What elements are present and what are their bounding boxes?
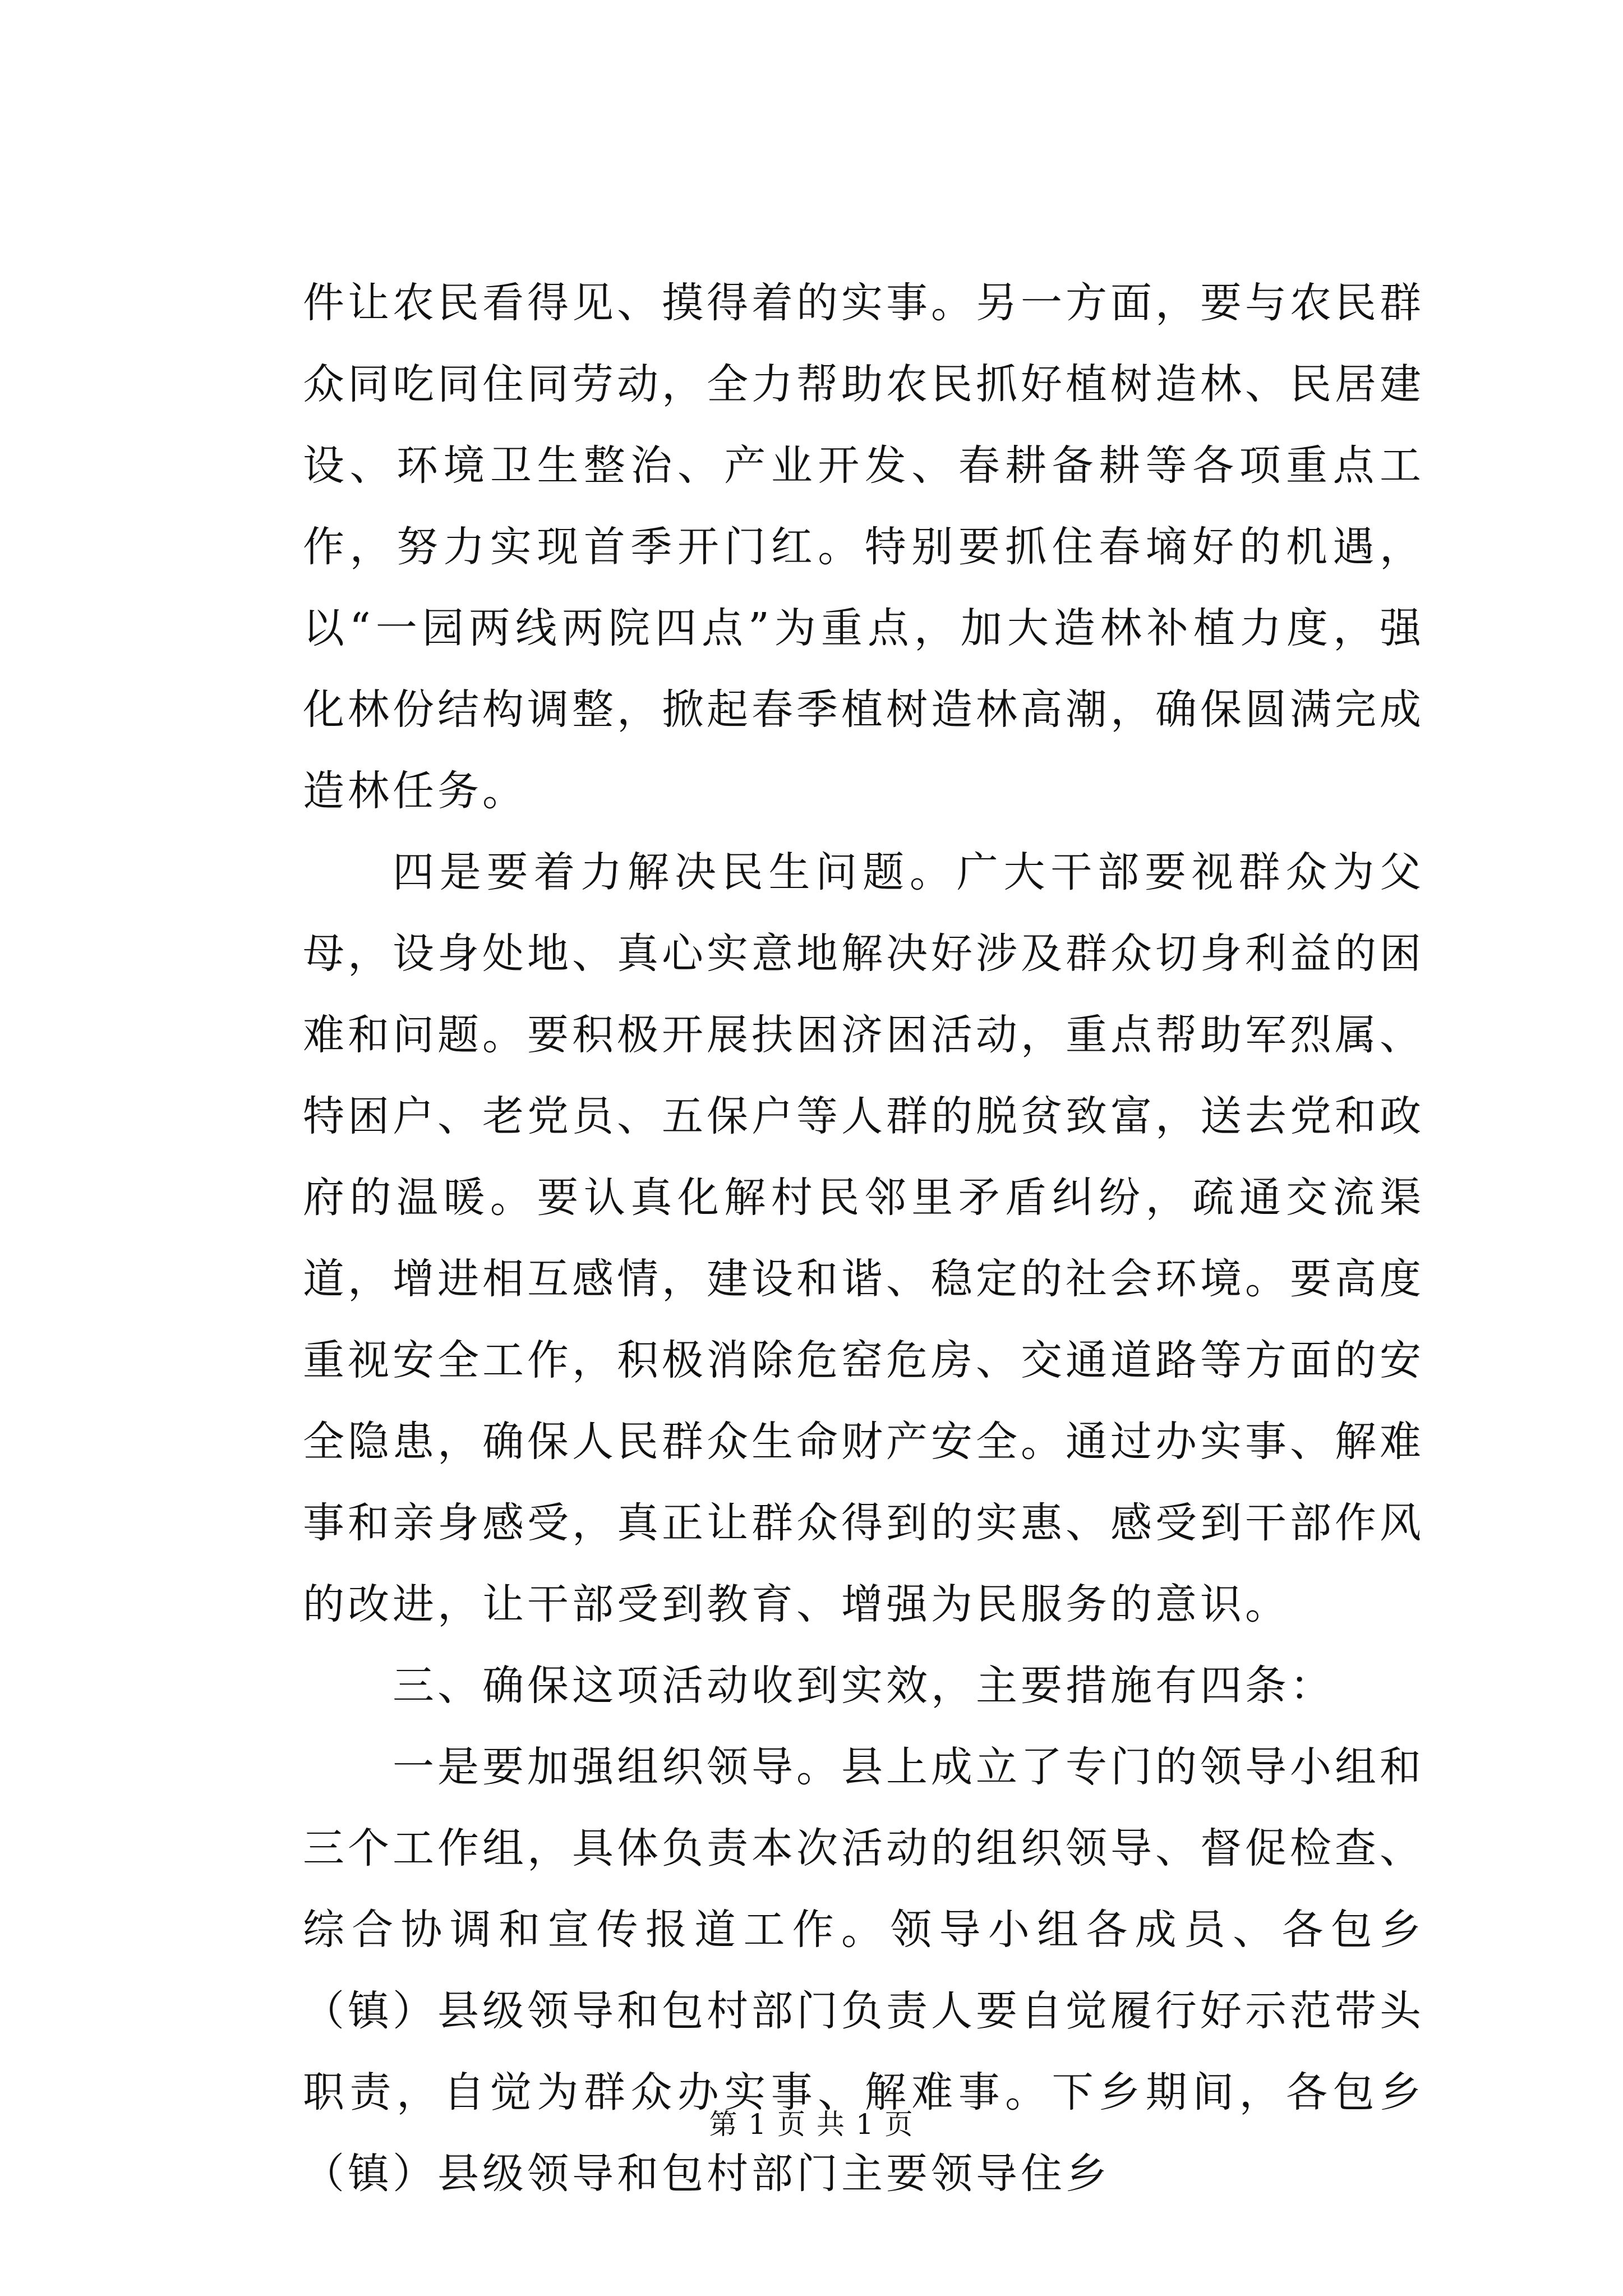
paragraph-4: 一是要加强组织领导。县上成立了专门的领导小组和三个工作组，具体负责本次活动的组织领导、督促检查、综合协调和宣传报道工作。领导小组各成员、各包乡（镇）县级领导和包村部门负责人要自觉履行好示范带头职责，自觉为群众办实事、解难事。下乡期间，各包乡（镇）县级领导和包村部门主要领导住乡 xyxy=(303,1743,1424,2198)
paragraph-3: 三、确保这项活动收到实效，主要措施有四条： xyxy=(393,1662,1335,1710)
document-body xyxy=(303,263,1424,2215)
paragraph-2: 四是要着力解决民生问题。广大干部要视群众为父母，设身处地、真心实意地解决好涉及群众切身利益的困难和问题。要积极开展扶困济困活动，重点帮助军烈属、特困户、老党员、五保户等人群的脱贫致富，送去党和政府的温暖。要认真化解村民邻里矛盾纠纷，疏通交流渠道，增进相互感情，建设和谐、稳定的社会环境。要高度重视安全工作，积极消除危窑危房、交通道路等方面的安全隐患，确保人民群众生命财产安全。通过办实事、解难事和亲身感受，真正让群众得到的实惠、感受到干部作风的改进，让干部受到教育、增强为民服务的意识。 xyxy=(303,848,1424,1628)
page-footer: 第 1 页 共 1 页 xyxy=(709,2108,914,2141)
paragraph-1: 件让农民看得见、摸得着的实事。另一方面，要与农民群众同吃同住同劳动，全力帮助农民抓好植树造林、民居建设、环境卫生整治、产业开发、春耕备耕等各项重点工作，努力实现首季开门红。特别要抓住春墒好的机遇，以“一园两线两院四点”为重点，加大造林补植力度，强化林份结构调整，掀起春季植树造林高潮，确保圆满完成造林任务。 xyxy=(303,279,1424,815)
